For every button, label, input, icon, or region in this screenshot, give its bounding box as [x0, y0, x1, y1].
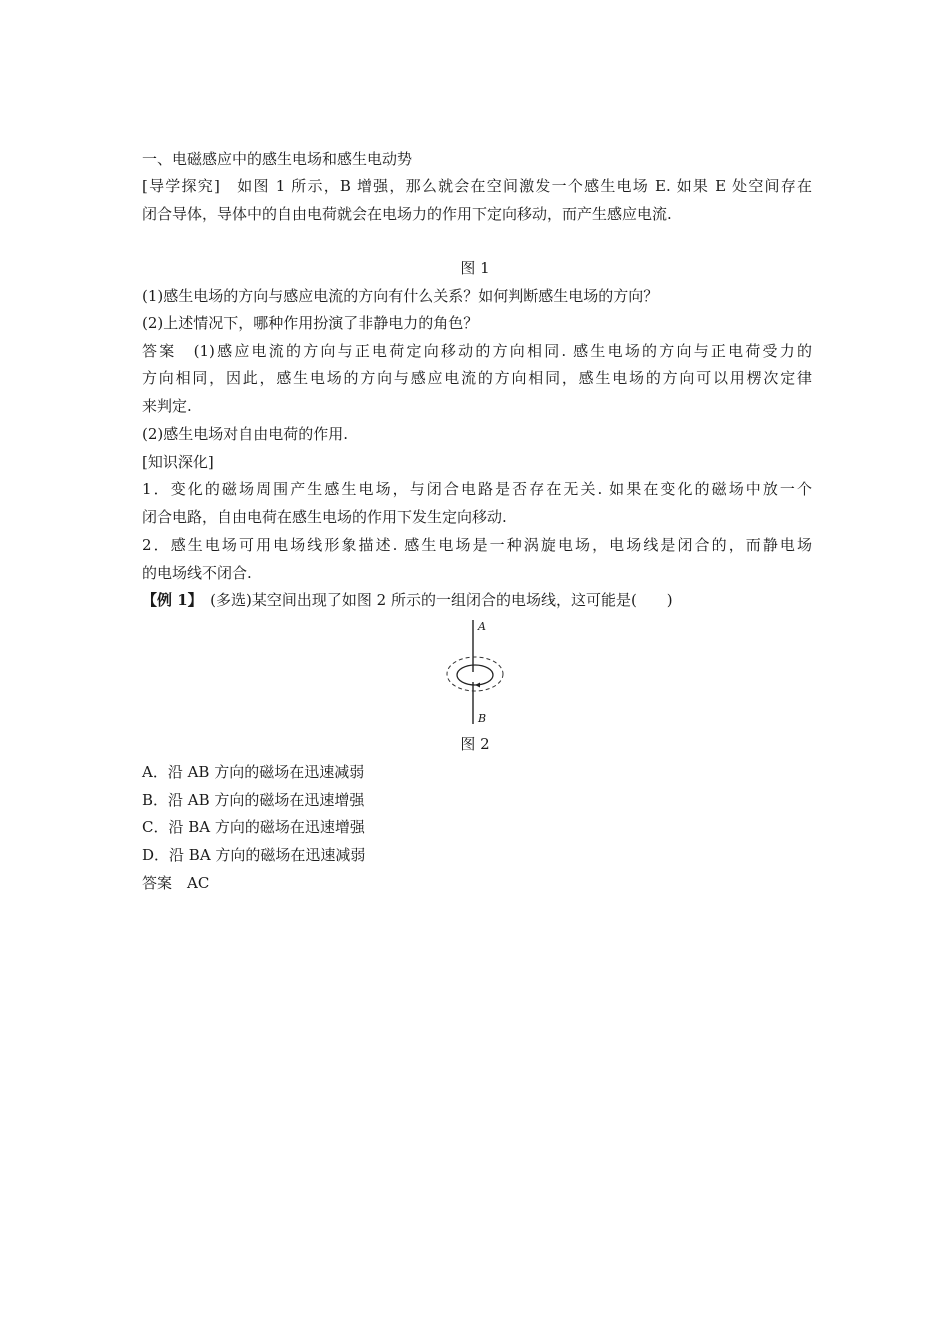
answer1-line-1: 答案 (1)感应电流的方向与正电荷定向移动的方向相同. 感生电场的方向与正电荷受力的: [142, 342, 812, 360]
example-question: [142, 589, 812, 611]
dashed-field-line: [447, 657, 503, 691]
figure2-diagram: [430, 616, 540, 732]
option-a: A．沿 AB 方向的磁场在迅速减弱: [142, 763, 365, 781]
option-b: B．沿 AB 方向的磁场在迅速增强: [142, 791, 365, 809]
guide-line-1: [导学探究] 如图 1 所示，B 增强，那么就会在空间激发一个感生电场 E. 如果 E 处空间存在: [142, 177, 812, 195]
knowledge-p1-line-2: 闭合电路，自由电荷在感生电场的作用下发生定向移动.: [142, 508, 507, 526]
figure2-label-top: A: [478, 620, 486, 633]
question-1: (1)感生电场的方向与感应电流的方向有什么关系？如何判断感生电场的方向？: [142, 287, 659, 305]
knowledge-p2-line-2: 的电场线不闭合.: [142, 564, 252, 582]
answer1-line-3: 来判定.: [142, 397, 192, 415]
field-arrow-icon: [475, 683, 480, 688]
answer1-line-2: 方向相同，因此，感生电场的方向与感应电流的方向相同，感生电场的方向可以用楞次定律: [142, 369, 812, 387]
figure2-label-bottom: B: [478, 712, 487, 725]
example-tag: 【例 1】: [142, 591, 196, 609]
knowledge-p1-line-1: 1．变化的磁场周围产生感生电场，与闭合电路是否存在无关. 如果在变化的磁场中放一个: [142, 480, 812, 498]
figure1-caption: 图 1: [460, 259, 490, 277]
answer1-line-4: (2)感生电场对自由电荷的作用.: [142, 425, 349, 443]
guide-line-2: 闭合导体，导体中的自由电荷就会在电场力的作用下定向移动，而产生感应电流.: [142, 205, 672, 223]
option-d: D．沿 BA 方向的磁场在迅速减弱: [142, 846, 366, 864]
inner-field-loop: [457, 665, 493, 685]
example-text: (多选)某空间出现了如图 2 所示的一组闭合的电场线，这可能是( ): [195, 591, 673, 609]
section-title: 一、电磁感应中的感生电场和感生电动势: [142, 150, 413, 168]
question-2: (2)上述情况下，哪种作用扮演了非静电力的角色？: [142, 314, 479, 332]
answer2: 答案 AC: [142, 874, 210, 892]
figure2-caption: 图 2: [460, 735, 490, 753]
option-c: C．沿 BA 方向的磁场在迅速增强: [142, 818, 365, 836]
knowledge-title: [知识深化]: [142, 453, 214, 471]
knowledge-p2-line-1: 2．感生电场可用电场线形象描述. 感生电场是一种涡旋电场，电场线是闭合的，而静电场: [142, 536, 812, 554]
